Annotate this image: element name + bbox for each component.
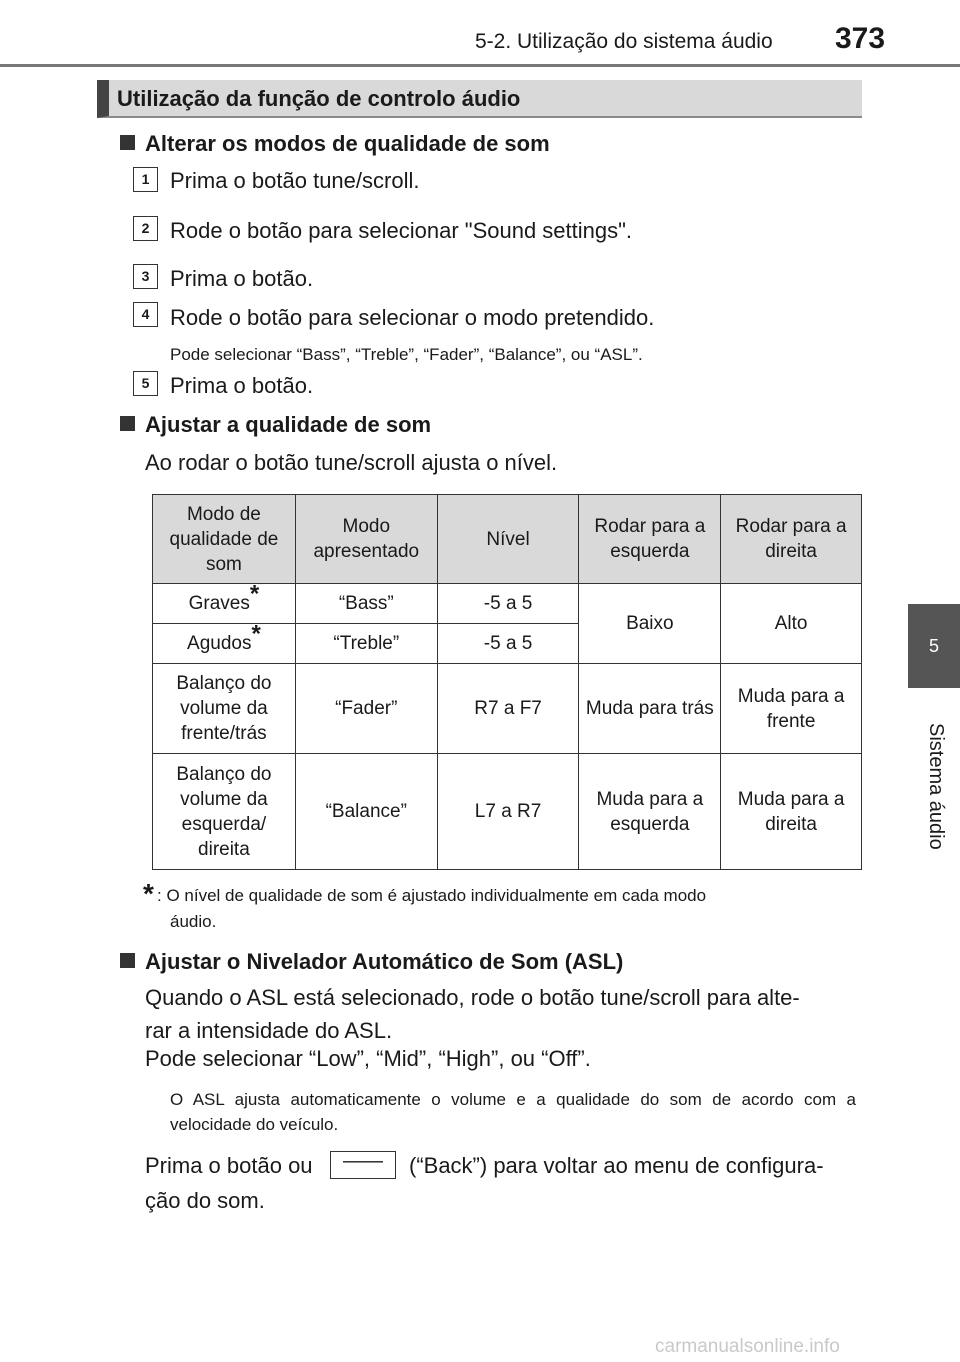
header-rule xyxy=(0,64,960,67)
square-bullet-icon xyxy=(120,416,135,431)
table-cell: Muda para a frente xyxy=(721,664,862,754)
heading-adjust-quality: Ajustar a qualidade de som xyxy=(120,412,431,438)
table-row xyxy=(153,664,862,754)
table-cell: -5 a 5 xyxy=(437,624,579,664)
asl-options: Pode selecionar “Low”, “Mid”, “High”, ou “Off”. xyxy=(145,1046,591,1071)
chapter-tab: 5 xyxy=(908,604,960,688)
table-cell: “Balance” xyxy=(295,754,437,870)
table-cell: L7 a R7 xyxy=(437,754,579,870)
back-text-pre: Prima o botão ou xyxy=(145,1153,313,1178)
footnote-asterisk: * xyxy=(143,878,154,909)
table-cell: Agudos* xyxy=(153,624,296,664)
back-text-cont: ção do som. xyxy=(145,1188,265,1213)
step-text: Prima o botão tune/scroll. xyxy=(170,168,420,193)
table-cell: Graves* xyxy=(153,584,296,624)
section-title: Utilização da função de controlo áudio xyxy=(117,86,521,111)
page-number: 373 xyxy=(835,22,886,55)
footnote-text: : O nível de qualidade de som é ajustado individualmente em cada modo xyxy=(157,886,707,905)
table-header-cell: Rodar para a esquerda xyxy=(579,495,721,584)
header-section-title: 5-2. Utilização do sistema áudio xyxy=(475,30,773,53)
step-text: Rode o botão para selecionar "Sound settings". xyxy=(170,218,633,243)
step-number: 1 xyxy=(133,167,158,192)
table-cell: Baixo xyxy=(579,584,721,664)
table-cell: “Fader” xyxy=(295,664,437,754)
step-number: 3 xyxy=(133,264,158,289)
table-cell: “Bass” xyxy=(295,584,437,624)
table-header-cell: Modo apresentado xyxy=(295,495,437,584)
table-cell: -5 a 5 xyxy=(437,584,579,624)
heading-sound-modes: Alterar os modos de qualidade de som xyxy=(120,131,550,157)
square-bullet-icon xyxy=(120,953,135,968)
asl-text: Quando o ASL está selecionado, rode o botão tune/scroll para alte- xyxy=(145,985,800,1010)
step-number: 5 xyxy=(133,371,158,396)
footnote-text-cont: áudio. xyxy=(170,912,217,931)
asterisk-mark: * xyxy=(249,580,260,608)
heading-asl: Ajustar o Nivelador Automático de Som (ASL) xyxy=(120,949,623,975)
table-header-row xyxy=(153,495,862,584)
step-text: Rode o botão para selecionar o modo pretendido. xyxy=(170,305,655,330)
table-cell: “Treble” xyxy=(295,624,437,664)
asl-text: rar a intensidade do ASL. xyxy=(145,1018,393,1043)
table-cell: Muda para trás xyxy=(579,664,721,754)
table-header-cell: Rodar para a direita xyxy=(721,495,862,584)
back-button-symbol: —— xyxy=(330,1151,396,1179)
back-text-post: (“Back”) para voltar ao menu de configura- xyxy=(409,1153,824,1178)
sound-quality-table xyxy=(152,494,862,870)
table-row xyxy=(153,584,862,624)
asl-note: O ASL ajusta automaticamente o volume e a qualidade do som de acordo com a velocidade do veículo. xyxy=(170,1090,856,1134)
table-cell: Balanço do volume da frente/trás xyxy=(153,664,296,754)
table-cell: Balanço do volume da esquerda/ direita xyxy=(153,754,296,870)
chapter-side-label: Sistema áudio xyxy=(925,723,947,850)
table-cell: R7 a F7 xyxy=(437,664,579,754)
table-row xyxy=(153,754,862,870)
table-cell: Muda para a esquerda xyxy=(579,754,721,870)
step-text: Prima o botão. xyxy=(170,373,314,398)
step-text: Prima o botão. xyxy=(170,266,314,291)
watermark: carmanualsonline.info xyxy=(655,1336,840,1357)
table-cell: Muda para a direita xyxy=(721,754,862,870)
section-title-bar xyxy=(97,80,862,118)
modes-note: Pode selecionar “Bass”, “Treble”, “Fader”, “Balance”, ou “ASL”. xyxy=(170,345,643,364)
step-number: 2 xyxy=(133,216,158,241)
table-cell: Alto xyxy=(721,584,862,664)
asterisk-mark: * xyxy=(251,620,261,648)
adjust-intro: Ao rodar o botão tune/scroll ajusta o nível. xyxy=(145,450,558,475)
table-header-cell: Modo de qualidade de som xyxy=(153,495,296,584)
square-bullet-icon xyxy=(120,135,135,150)
step-number: 4 xyxy=(133,302,158,327)
table-header-cell: Nível xyxy=(437,495,579,584)
